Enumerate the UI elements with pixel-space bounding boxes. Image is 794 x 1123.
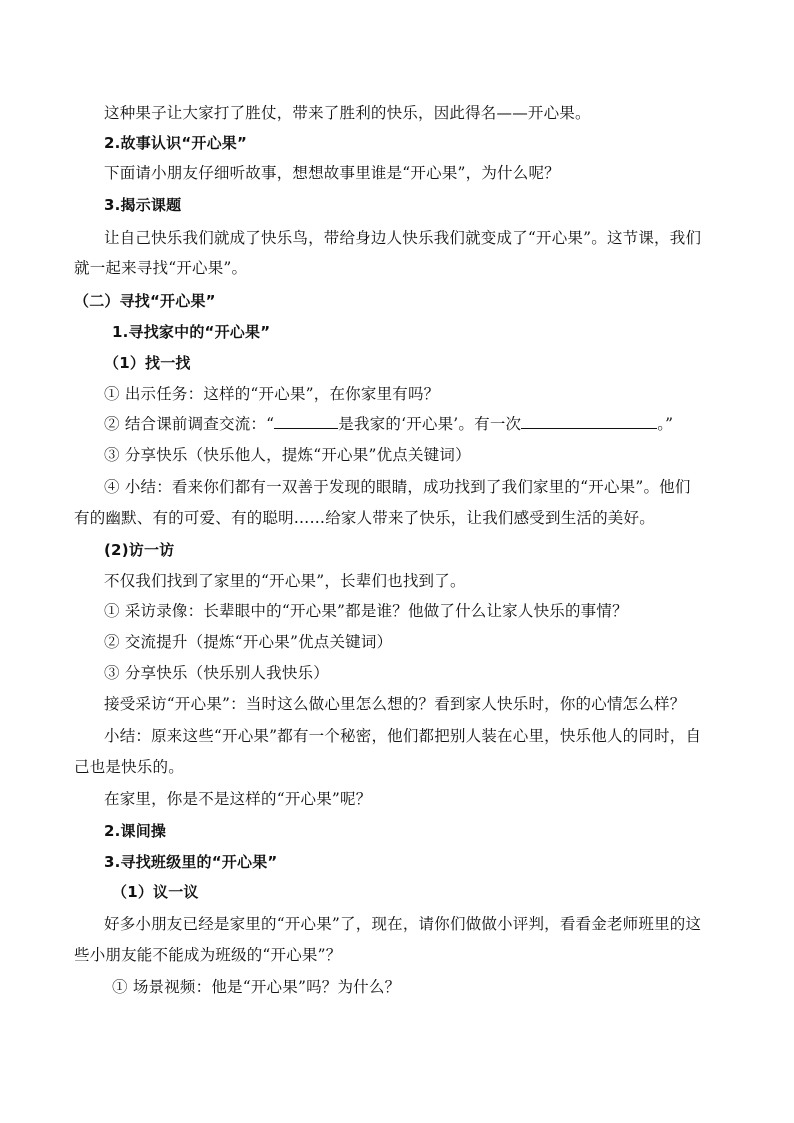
section-heading: （二）寻找“开心果” <box>74 292 216 310</box>
paragraph-line: 些小朋友能不能成为班级的“开心果”？ <box>74 946 342 964</box>
paragraph-line: 在家里，你是不是这样的“开心果”呢？ <box>104 790 372 808</box>
list-item: ① 采访录像：长辈眼中的“开心果”都是谁？他做了什么让家人快乐的事情？ <box>104 602 628 620</box>
paragraph-line: 小结：原来这些“开心果”都有一个秘密，他们都把别人装在心里，快乐他人的同时，自 <box>104 727 702 745</box>
paragraph-line: 下面请小朋友仔细听故事，想想故事里谁是“开心果”，为什么呢？ <box>104 164 560 182</box>
list-item: ③ 分享快乐（快乐他人，提炼“开心果”优点关键词） <box>104 446 471 464</box>
paragraph-line: 有的幽默、有的可爱、有的聪明……给家人带来了快乐，让我们感受到生活的美好。 <box>74 509 655 527</box>
subsection-heading: 1.寻找家中的“开心果” <box>112 323 271 341</box>
paragraph-line: 接受采访“开心果”：当时这么做心里怎么想的？看到家人快乐时，你的心情怎么样？ <box>104 695 686 713</box>
paragraph-line: 好多小朋友已经是家里的“开心果”了，现在，请你们做做小评判，看看金老师班里的这 <box>104 915 702 933</box>
paragraph-line: 就一起来寻找“开心果”。 <box>74 259 248 277</box>
blank-line <box>274 414 338 429</box>
list-item-text-c: 。” <box>657 415 674 433</box>
subsection-heading: （1）议一议 <box>112 883 199 901</box>
blank-line <box>521 414 657 429</box>
section-heading: 2.故事认识“开心果” <box>104 134 248 152</box>
section-heading: 2.课间操 <box>104 822 167 840</box>
list-item: ① 出示任务：这样的“开心果”，在你家里有吗？ <box>104 385 440 403</box>
list-item-fill-in <box>104 414 673 434</box>
list-item: ③ 分享快乐（快乐别人我快乐） <box>104 664 329 682</box>
list-item: ① 场景视频：他是“开心果”吗？为什么？ <box>112 978 401 996</box>
list-item: ② 交流提升（提炼“开心果”优点关键词） <box>104 633 393 651</box>
subsection-heading: （1）找一找 <box>104 354 191 372</box>
paragraph-line: 己也是快乐的。 <box>74 758 184 776</box>
paragraph-line: 这种果子让大家打了胜仗，带来了胜利的快乐，因此得名——开心果。 <box>104 104 591 122</box>
list-item-text-a: ② 结合课前调查交流：“ <box>104 415 275 433</box>
paragraph-line: 不仅我们找到了家里的“开心果”，长辈们也找到了。 <box>104 572 466 590</box>
section-heading: 3.寻找班级里的“开心果” <box>104 853 278 871</box>
section-heading: 3.揭示课题 <box>104 196 182 214</box>
subsection-heading: (2)访一访 <box>104 541 175 559</box>
list-item: ④ 小结：看来你们都有一双善于发现的眼睛，成功找到了我们家里的“开心果”。他们 <box>104 478 691 496</box>
list-item-text-b: 是我家的‘开心果’。有一次 <box>338 415 522 433</box>
paragraph-line: 让自己快乐我们就成了快乐鸟，带给身边人快乐我们就变成了“开心果”。这节课，我们 <box>104 229 702 247</box>
